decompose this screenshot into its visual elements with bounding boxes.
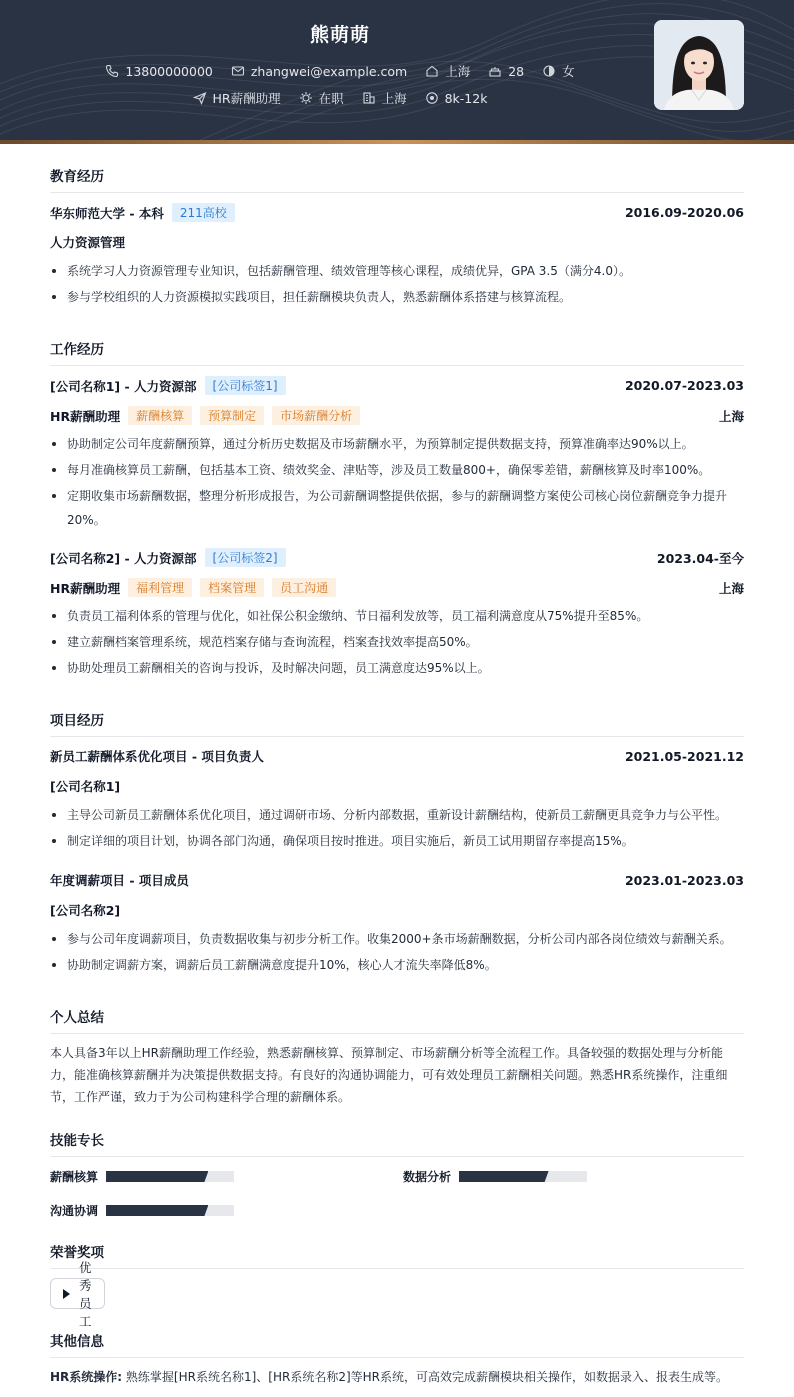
skill-3-name: 沟通协调 (50, 1204, 99, 1218)
other-info-line (50, 1366, 744, 1388)
job-1-bullet-1: 协助制定公司年度薪酬预算，通过分析历史数据及市场薪酬水平，为预算制定提供数据支持，预算准确率达90%以上。 (50, 432, 744, 456)
contact-row (0, 62, 680, 81)
skill-2-bar (459, 1171, 587, 1182)
email-text: zhangwei@example.com (250, 63, 408, 79)
skill-item-3 (50, 1202, 234, 1219)
mail-icon (231, 64, 245, 78)
job-2-skill-3: 员工沟通 (272, 578, 336, 597)
job-2-bullet-1: 负责员工福利体系的管理与优化，如社保公积金缴纳、节日福利发放等，员工福利满意度从75%提升至85%。 (50, 604, 744, 628)
contact-gender (542, 62, 575, 80)
home-icon (425, 64, 439, 78)
job-2-header-row (50, 548, 744, 567)
summary-section (50, 1006, 744, 1104)
intent-city-text: 上海 (381, 91, 407, 106)
job-1-skill-2: 预算制定 (200, 406, 264, 425)
city-text: 上海 (445, 64, 471, 79)
phone-icon (105, 64, 119, 78)
job-2-city: 上海 (718, 580, 744, 596)
section-title-summary: 个人总结 (50, 1006, 744, 1034)
honor-text: 优秀员工 (79, 1259, 92, 1329)
project-1-bullet-2: 制定详细的项目计划，协调各部门沟通，确保项目按时推进。项目实施后，新员工试用期留存率提高15%。 (50, 829, 744, 853)
section-title-honors: 荣誉奖项 (50, 1241, 744, 1269)
other-info-text: 熟练掌握[HR系统名称1]、[HR系统名称2]等HR系统，可高效完成薪酬模块相关操作，如数据录入、报表生成等。 (125, 1370, 729, 1384)
play-triangle-icon (63, 1289, 70, 1299)
education-header-row (50, 203, 744, 222)
phone-text: 13800000000 (125, 63, 213, 79)
salary-icon (425, 91, 439, 105)
project-2-date: 2023.01-2023.03 (624, 872, 744, 888)
project-1-bullet-1: 主导公司新员工薪酬体系优化项目，通过调研市场、分析内部数据，重新设计薪酬结构，使新员工薪酬更具竞争力与公平性。 (50, 803, 744, 827)
salary-text: 8k-12k (444, 90, 488, 106)
project-1-company: [公司名称1] (50, 779, 121, 794)
status-text: 在职 (318, 91, 344, 106)
skill-item-1 (50, 1168, 234, 1185)
summary-line-1: 本人具备3年以上HR薪酬助理工作经验，熟悉薪酬核算、预算制定、市场薪酬分析等全流程工作。具备较强的数据处理与分析能 (50, 1046, 724, 1060)
intent-status (299, 89, 344, 107)
job-1-date: 2020.07-2023.03 (624, 378, 744, 393)
honors-section (50, 1241, 744, 1329)
school-name: 华东师范大学 - 本科 (50, 205, 164, 221)
job-1-role: HR薪酬助理 (50, 408, 121, 424)
job-1-header-row (50, 376, 744, 395)
project-2-name: 年度调薪项目 - 项目成员 (50, 873, 189, 888)
skill-3-bar (106, 1205, 234, 1216)
position-text: HR薪酬助理 (212, 91, 281, 106)
job-2-role: HR薪酬助理 (50, 580, 121, 596)
intent-city (362, 89, 407, 107)
job-1-skill-1: 薪酬核算 (128, 406, 192, 425)
intent-salary (425, 91, 488, 106)
skill-3-level (106, 1205, 208, 1216)
projects-section (50, 709, 744, 972)
skill-2-name: 数据分析 (403, 1170, 452, 1184)
job-1-skill-3: 市场薪酬分析 (272, 406, 360, 425)
avatar (654, 20, 744, 110)
section-title-work: 工作经历 (50, 338, 744, 366)
honor-badge[interactable] (50, 1259, 105, 1329)
summary-line-3: 节，工作严谨，致力于为公司构建科学合理的薪酬体系。 (50, 1090, 351, 1104)
job-intent-row (0, 89, 680, 108)
skill-item-2 (403, 1168, 587, 1185)
section-title-other: 其他信息 (50, 1330, 744, 1358)
age-text: 28 (508, 63, 525, 79)
project-1-header-row (50, 747, 744, 765)
skill-1-bar (106, 1171, 234, 1182)
job-1-role-row (50, 406, 744, 425)
header-accent-bar (0, 140, 794, 144)
skill-2-level (459, 1171, 549, 1182)
status-icon (299, 91, 313, 105)
section-title-projects: 项目经历 (50, 709, 744, 737)
gender-icon (542, 64, 556, 78)
contact-email (231, 64, 407, 79)
summary-line-2: 力，能准确核算薪酬并为决策提供数据支持。有良好的沟通协调能力，可有效处理员工薪酬相关问题。熟悉HR系统操作，注重细 (50, 1068, 728, 1082)
project-1-name: 新员工薪酬体系优化项目 - 项目负责人 (50, 749, 264, 764)
project-2-company: [公司名称2] (50, 903, 121, 918)
job-2-company: [公司名称2] - 人力资源部 (50, 550, 197, 566)
job-2-skill-1: 福利管理 (128, 578, 192, 597)
skill-1-name: 薪酬核算 (50, 1170, 99, 1184)
project-1-company-row (50, 777, 744, 795)
project-2-header-row (50, 871, 744, 889)
project-1-date: 2021.05-2021.12 (624, 748, 744, 764)
project-2-bullet-2: 协助制定调薪方案，调薪后员工薪酬满意度提升10%，核心人才流失率降低8%。 (50, 953, 744, 977)
job-1-company: [公司名称1] - 人力资源部 (50, 378, 197, 394)
building-icon (362, 91, 376, 105)
job-1-city: 上海 (718, 408, 744, 424)
education-date: 2016.09-2020.06 (624, 205, 744, 220)
job-2-bullet-3: 协助处理员工薪酬相关的咨询与投诉，及时解决问题，员工满意度达95%以上。 (50, 656, 744, 680)
education-section (50, 165, 744, 304)
gender-text: 女 (562, 64, 575, 79)
contact-phone (105, 64, 212, 79)
major-row (50, 233, 744, 251)
job-2-date: 2023.04-至今 (656, 550, 744, 566)
other-section (50, 1330, 744, 1384)
contact-age (488, 64, 524, 79)
section-title-skills: 技能专长 (50, 1129, 744, 1157)
job-1-bullet-3: 定期收集市场薪酬数据，整理分析形成报告，为公司薪酬调整提供依据，参与的薪酬调整方案使公司核心岗位薪酬竞争力提升20%。 (50, 484, 744, 532)
major-name: 人力资源管理 (50, 235, 126, 250)
resume-header (0, 0, 794, 140)
job-2-bullet-2: 建立薪酬档案管理系统，规范档案存储与查询流程，档案查找效率提高50%。 (50, 630, 744, 654)
cake-icon (488, 64, 502, 78)
section-title-education: 教育经历 (50, 165, 744, 193)
skill-1-level (106, 1171, 208, 1182)
education-bullet-1: 系统学习人力资源管理专业知识，包括薪酬管理、绩效管理等核心课程，成绩优异，GPA 3.5（满分4.0）。 (50, 259, 744, 283)
candidate-name: 熊萌萌 (309, 24, 370, 46)
project-2-bullet-1: 参与公司年度调薪项目，负责数据收集与初步分析工作。收集2000+条市场薪酬数据，分析公司内部各岗位绩效与薪酬关系。 (50, 927, 744, 951)
job-1-bullet-2: 每月准确核算员工薪酬，包括基本工资、绩效奖金、津贴等，涉及员工数量800+，确保零差错，薪酬核算及时率100%。 (50, 458, 744, 482)
project-2-company-row (50, 901, 744, 919)
contact-city (425, 62, 470, 80)
intent-position (193, 89, 281, 107)
job-2-role-row (50, 578, 744, 597)
school-tag: 211高校 (172, 203, 235, 222)
profile-photo (654, 20, 744, 110)
job-1-tag: [公司标签1] (205, 376, 286, 395)
education-bullet-2: 参与学校组织的人力资源模拟实践项目，担任薪酬模块负责人，熟悉薪酬体系搭建与核算流程。 (50, 285, 744, 309)
skills-section (50, 1129, 744, 1218)
job-2-skill-2: 档案管理 (200, 578, 264, 597)
send-icon (193, 91, 207, 105)
job-2-tag: [公司标签2] (205, 548, 286, 567)
work-section (50, 338, 744, 675)
other-info-label: HR系统操作: (50, 1370, 123, 1384)
